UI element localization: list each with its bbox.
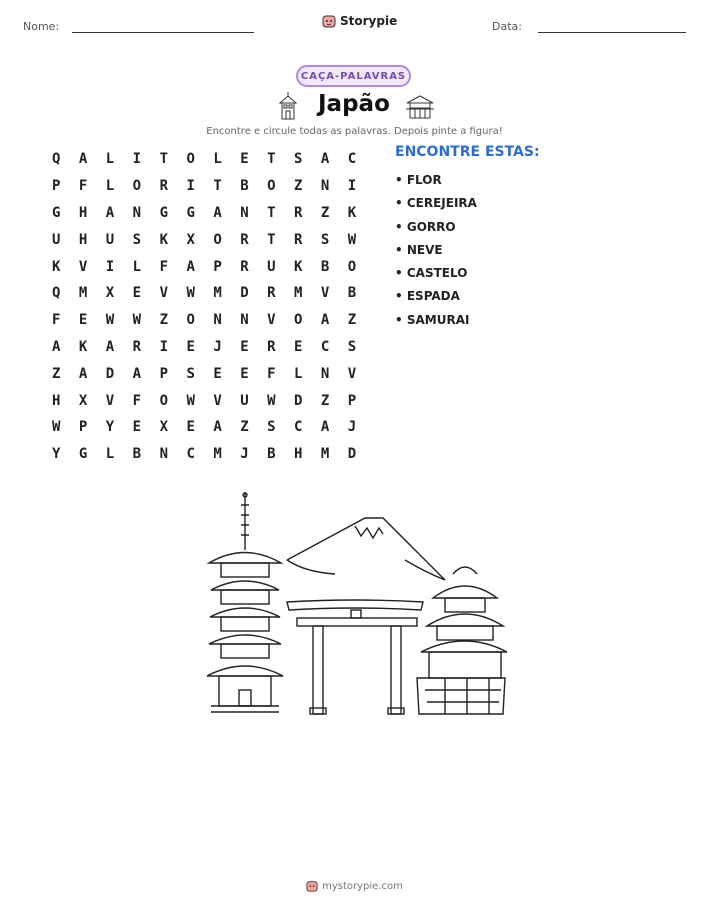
grid-letter[interactable]: P [78,419,88,436]
grid-letter[interactable]: D [294,392,303,409]
grid-letter[interactable]: O [186,312,195,329]
grid-letter[interactable]: A [132,365,142,382]
grid-letter[interactable]: Z [294,178,303,195]
grid-letter[interactable]: O [213,231,222,248]
letter-grid[interactable] [52,146,375,468]
grid-letter[interactable]: P [159,365,168,382]
grid-letter[interactable]: I [105,258,115,275]
grid-letter[interactable]: T [267,231,276,248]
grid-letter[interactable]: W [105,312,115,329]
grid-letter[interactable]: L [105,446,115,463]
grid-letter[interactable]: A [213,419,222,436]
grid-letter[interactable]: U [105,231,115,248]
grid-letter[interactable]: A [320,151,330,168]
grid-letter[interactable]: E [78,312,88,329]
grid-row [52,414,375,441]
grid-letter[interactable]: E [186,419,195,436]
grid-letter[interactable]: I [347,178,357,195]
grid-letter[interactable]: F [267,365,276,382]
grid-letter[interactable]: X [159,419,168,436]
grid-letter[interactable]: S [132,231,142,248]
grid-letter[interactable]: M [78,285,88,302]
grid-letter[interactable]: P [52,178,61,195]
word-list-item: • SAMURAI [395,310,477,333]
grid-letter[interactable]: O [267,178,276,195]
grid-letter[interactable]: R [267,285,276,302]
grid-letter[interactable]: X [78,392,88,409]
grid-letter[interactable]: L [294,365,303,382]
grid-letter[interactable]: O [294,312,303,329]
castle-drawing [417,567,507,714]
grid-letter[interactable]: H [52,392,61,409]
grid-letter[interactable]: D [347,446,357,463]
grid-letter[interactable]: T [267,151,276,168]
grid-letter[interactable]: N [213,312,222,329]
grid-letter[interactable]: U [267,258,276,275]
grid-letter[interactable]: H [78,204,88,221]
grid-letter[interactable]: V [320,285,330,302]
grid-letter[interactable]: L [105,178,115,195]
grid-letter[interactable]: B [132,446,142,463]
name-line[interactable] [72,32,254,33]
grid-letter[interactable]: R [132,338,142,355]
grid-letter[interactable]: B [347,285,357,302]
grid-letter[interactable]: X [186,231,195,248]
grid-row [52,173,375,200]
grid-letter[interactable]: G [52,204,61,221]
grid-letter[interactable]: M [213,285,222,302]
grid-letter[interactable]: Z [240,419,249,436]
grid-row [52,200,375,227]
name-label: Nome: [23,20,60,33]
grid-letter[interactable]: Q [52,151,61,168]
grid-row [52,146,375,173]
grid-letter[interactable]: H [78,231,88,248]
grid-letter[interactable]: E [213,365,222,382]
grid-letter[interactable]: S [186,365,195,382]
grid-letter[interactable]: C [294,419,303,436]
grid-letter[interactable]: Q [52,285,61,302]
grid-letter[interactable]: V [78,258,88,275]
brand-header [322,14,397,28]
brand-name: Storypie [340,14,398,28]
grid-letter[interactable]: R [159,178,168,195]
footer-url[interactable]: mystorypie.com [322,880,403,892]
grid-letter[interactable]: T [267,204,276,221]
word-list-item: • CEREJEIRA [395,193,477,216]
grid-letter[interactable]: N [320,365,330,382]
grid-letter[interactable]: H [294,446,303,463]
grid-letter[interactable]: V [159,285,168,302]
grid-letter[interactable]: F [159,258,168,275]
grid-letter[interactable]: V [347,365,357,382]
grid-row [52,360,375,387]
grid-letter[interactable]: J [213,338,222,355]
grid-letter[interactable]: T [159,151,168,168]
grid-row [52,280,375,307]
grid-letter[interactable]: L [213,151,222,168]
grid-letter[interactable]: M [294,285,303,302]
japan-landmarks-illustration [205,490,507,720]
grid-letter[interactable]: G [78,446,88,463]
grid-letter[interactable]: E [240,365,249,382]
grid-letter[interactable]: F [78,178,88,195]
grid-row [52,307,375,334]
grid-letter[interactable]: N [132,204,142,221]
grid-letter[interactable]: X [105,285,115,302]
grid-letter[interactable]: A [320,312,330,329]
torii-gate-drawing [287,600,423,714]
grid-letter[interactable]: F [132,392,142,409]
word-list-item: • FLOR [395,170,477,193]
grid-letter[interactable]: B [267,446,276,463]
grid-letter[interactable]: O [347,258,357,275]
grid-letter[interactable]: M [213,446,222,463]
grid-letter[interactable]: K [159,231,168,248]
grid-row [52,387,375,414]
grid-letter[interactable]: O [186,151,195,168]
grid-letter[interactable]: U [240,392,249,409]
grid-letter[interactable]: S [294,151,303,168]
grid-letter[interactable]: T [213,178,222,195]
grid-letter[interactable]: N [240,204,249,221]
grid-letter[interactable]: Z [320,392,330,409]
grid-letter[interactable]: A [52,338,61,355]
grid-letter[interactable]: W [186,392,195,409]
grid-letter[interactable]: Y [105,419,115,436]
grid-letter[interactable]: S [347,338,357,355]
grid-letter[interactable]: Z [320,204,330,221]
grid-letter[interactable]: E [240,338,249,355]
word-list-heading: ENCONTRE ESTAS: [395,144,540,160]
grid-letter[interactable]: D [240,285,249,302]
grid-letter[interactable]: N [159,446,168,463]
grid-letter[interactable]: A [213,204,222,221]
date-label: Data: [492,20,522,33]
word-list-item: • GORRO [395,217,477,240]
grid-letter[interactable]: A [78,151,88,168]
grid-letter[interactable]: Y [52,446,61,463]
grid-letter[interactable]: S [320,231,330,248]
grid-letter[interactable]: K [78,338,88,355]
grid-row [52,334,375,361]
grid-letter[interactable]: W [347,231,357,248]
grid-letter[interactable]: V [105,392,115,409]
grid-letter[interactable]: K [294,258,303,275]
grid-letter[interactable]: J [347,419,357,436]
grid-letter[interactable]: R [240,231,249,248]
grid-letter[interactable]: G [186,204,195,221]
grid-row [52,226,375,253]
grid-letter[interactable]: B [240,178,249,195]
grid-letter[interactable]: Z [52,365,61,382]
grid-letter[interactable]: W [267,392,276,409]
storypie-logo-icon [306,880,318,892]
grid-letter[interactable]: S [267,419,276,436]
grid-letter[interactable]: G [159,204,168,221]
grid-letter[interactable]: J [240,446,249,463]
grid-letter[interactable]: P [213,258,222,275]
storypie-logo-icon [322,14,336,28]
grid-letter[interactable]: A [186,258,195,275]
word-list-item: • CASTELO [395,263,477,286]
grid-letter[interactable]: E [294,338,303,355]
grid-letter[interactable]: E [240,151,249,168]
grid-letter[interactable]: W [52,419,61,436]
grid-letter[interactable]: C [320,338,330,355]
grid-letter[interactable]: L [105,151,115,168]
grid-letter[interactable]: A [78,365,88,382]
word-list-item: • ESPADA [395,286,477,309]
grid-letter[interactable]: E [132,285,142,302]
grid-letter[interactable]: E [186,338,195,355]
grid-letter[interactable]: A [320,419,330,436]
grid-letter[interactable]: I [159,338,168,355]
grid-row [52,253,375,280]
grid-letter[interactable]: A [105,338,115,355]
mount-fuji-drawing [287,518,445,580]
grid-letter[interactable]: K [347,204,357,221]
grid-letter[interactable]: O [132,178,142,195]
footer [0,880,709,892]
shrine-icon [277,91,299,121]
grid-letter[interactable]: R [267,338,276,355]
word-list [395,170,477,333]
date-line[interactable] [538,32,686,33]
grid-letter[interactable]: U [52,231,61,248]
grid-letter[interactable]: Z [347,312,357,329]
grid-letter[interactable]: Z [159,312,168,329]
grid-letter[interactable]: D [105,365,115,382]
grid-letter[interactable]: N [320,178,330,195]
grid-letter[interactable]: R [240,258,249,275]
grid-letter[interactable]: P [347,392,357,409]
grid-letter[interactable]: C [186,446,195,463]
grid-letter[interactable]: I [132,151,142,168]
word-search-badge: CAÇA-PALAVRAS [296,65,411,87]
grid-letter[interactable]: I [186,178,195,195]
grid-letter[interactable]: R [294,204,303,221]
grid-letter[interactable]: E [132,419,142,436]
word-list-item: • NEVE [395,240,477,263]
grid-letter[interactable]: R [294,231,303,248]
grid-letter[interactable]: L [132,258,142,275]
japanese-house-icon [405,95,435,119]
grid-row [52,441,375,468]
grid-letter[interactable]: W [132,312,142,329]
grid-letter[interactable]: M [320,446,330,463]
grid-letter[interactable]: K [52,258,61,275]
grid-letter[interactable]: B [320,258,330,275]
page-title: Japão [318,91,390,117]
grid-letter[interactable]: N [240,312,249,329]
grid-letter[interactable]: W [186,285,195,302]
instructions: Encontre e circule todas as palavras. Depois pinte a figura! [206,126,503,137]
grid-letter[interactable]: O [159,392,168,409]
grid-letter[interactable]: F [52,312,61,329]
grid-letter[interactable]: V [267,312,276,329]
grid-letter[interactable]: A [105,204,115,221]
grid-letter[interactable]: C [347,151,357,168]
pagoda-drawing [207,492,283,712]
grid-letter[interactable]: V [213,392,222,409]
